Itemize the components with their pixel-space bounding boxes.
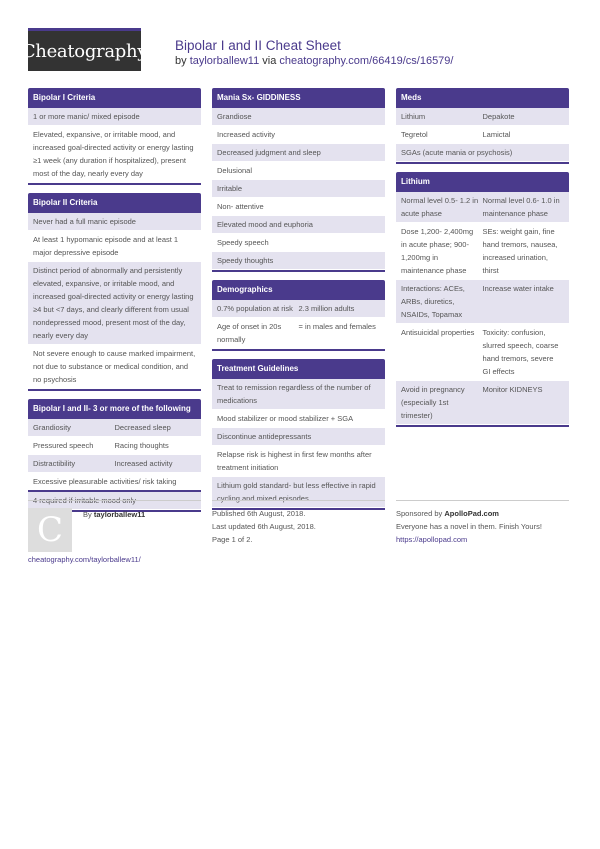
section-title: Bipolar I Criteria bbox=[28, 88, 201, 108]
list-item: Increased activity bbox=[212, 126, 385, 144]
list-item: Lithium gold standard- but less effective in rapid cycling and mixed episodes bbox=[212, 477, 385, 508]
sponsor-link[interactable]: https://apollopad.com bbox=[396, 535, 468, 544]
cell: Decreased sleep bbox=[114, 423, 171, 432]
list-item: Grandiose bbox=[212, 108, 385, 126]
cell: Normal level 0.6- 1.0 in maintenance phase bbox=[482, 196, 560, 218]
list-item: Relapse risk is highest in first few months after treatment initiation bbox=[212, 446, 385, 477]
list-item: Decreased judgment and sleep bbox=[212, 144, 385, 162]
section-bipolar-1-and-2-symptoms bbox=[28, 399, 201, 512]
table-row bbox=[396, 108, 569, 126]
cell: Racing thoughts bbox=[114, 441, 169, 450]
footer-meta bbox=[212, 500, 385, 546]
sheet-url-link[interactable]: cheatography.com/66419/cs/16579/ bbox=[279, 55, 454, 67]
cell: Distractibility bbox=[33, 459, 76, 468]
cell: Age of onset in 20s normally bbox=[217, 322, 282, 344]
list-item: 1 or more manic/ mixed episode bbox=[28, 108, 201, 126]
section-title: Bipolar I and II- 3 or more of the following bbox=[28, 399, 201, 419]
section-title: Bipolar II Criteria bbox=[28, 193, 201, 213]
author-byline bbox=[83, 510, 145, 519]
list-item: Elevated mood and euphoria bbox=[212, 216, 385, 234]
cell: Antisuicidal properties bbox=[401, 328, 475, 337]
list-item: Elevated, expansive, or irritable mood, and increased goal-directed activity or energy lasting ≥1 week (any duration if hospitalized), present most of the day, nearly every day bbox=[28, 126, 201, 183]
cell: Increased activity bbox=[114, 459, 173, 468]
cheatography-logo[interactable] bbox=[21, 28, 148, 71]
table-row bbox=[212, 318, 385, 349]
sponsor-tagline: Everyone has a novel in them. Finish Yours! bbox=[396, 522, 542, 531]
page-indicator: Page 1 of 2. bbox=[212, 535, 253, 544]
table-row bbox=[396, 223, 569, 280]
column-1 bbox=[28, 88, 201, 520]
table-row bbox=[396, 126, 569, 144]
cell: Tegretol bbox=[401, 130, 428, 139]
cell: Monitor KIDNEYS bbox=[482, 385, 543, 394]
note: 4 required if irritable mood only bbox=[28, 492, 201, 510]
list-item: Distinct period of abnormally and persistently elevated, expansive, or irritable mood, and increased goal-directed activity or energy lasting ≥4 but <7 days, and clearly different from usual nondepressed mood, present most of the day, nearly every day bbox=[28, 262, 201, 345]
list-item: Irritable bbox=[212, 180, 385, 198]
section-title: Meds bbox=[396, 88, 569, 108]
cell: Normal level 0.5- 1.2 in acute phase bbox=[401, 196, 479, 218]
list-item: Mood stabilizer or mood stabilizer + SGA bbox=[212, 410, 385, 428]
section-treatment-guidelines bbox=[212, 359, 385, 510]
table-row bbox=[396, 324, 569, 381]
table-row bbox=[396, 192, 569, 223]
cell: = in males and females bbox=[298, 322, 376, 331]
table-row bbox=[396, 280, 569, 324]
section-demographics bbox=[212, 280, 385, 351]
section-title: Mania Sx- GIDDINESS bbox=[212, 88, 385, 108]
cell: Lamictal bbox=[482, 130, 511, 139]
by-label: By bbox=[83, 510, 92, 519]
published-date: Published 6th August, 2018. bbox=[212, 509, 306, 518]
byline bbox=[175, 55, 453, 67]
section-lithium bbox=[396, 172, 569, 427]
list-item: Never had a full manic episode bbox=[28, 213, 201, 231]
cell: Depakote bbox=[482, 112, 515, 121]
author-profile-link[interactable]: cheatography.com/taylorballew11/ bbox=[28, 555, 141, 564]
avatar-letter: C bbox=[36, 510, 63, 550]
table-row bbox=[212, 300, 385, 318]
section-bipolar-2-criteria bbox=[28, 193, 201, 391]
table-row bbox=[396, 381, 569, 425]
list-item: Speedy thoughts bbox=[212, 252, 385, 270]
sponsor-line bbox=[396, 507, 569, 520]
section-title: Lithium bbox=[396, 172, 569, 192]
list-item: Treat to remission regardless of the number of medications bbox=[212, 379, 385, 410]
avatar[interactable] bbox=[28, 508, 72, 552]
table-row bbox=[28, 419, 201, 437]
list-item: SGAs (acute mania or psychosis) bbox=[396, 144, 569, 162]
section-meds bbox=[396, 88, 569, 164]
column-2 bbox=[212, 88, 385, 518]
list-item: Delusional bbox=[212, 162, 385, 180]
divider bbox=[28, 500, 201, 501]
cell: 2.3 million adults bbox=[298, 304, 355, 313]
cell: Pressured speech bbox=[33, 441, 94, 450]
cell: 0.7% population at risk bbox=[217, 304, 293, 313]
table-row bbox=[28, 455, 201, 473]
section-title: Demographics bbox=[212, 280, 385, 300]
cell: Increase water intake bbox=[482, 284, 554, 293]
column-3 bbox=[396, 88, 569, 435]
sponsored-label: Sponsored by bbox=[396, 509, 443, 518]
section-bipolar-1-criteria bbox=[28, 88, 201, 185]
table-row bbox=[28, 437, 201, 455]
sponsor-name[interactable]: ApolloPad.com bbox=[444, 509, 499, 518]
list-item: Speedy speech bbox=[212, 234, 385, 252]
list-item: Not severe enough to cause marked impairment, not due to substance or medical condition, and no psychosis bbox=[28, 345, 201, 389]
cell: Lithium bbox=[401, 112, 426, 121]
logo-text: Cheatography bbox=[21, 40, 148, 62]
via-text: via bbox=[262, 55, 277, 67]
cell: Interactions: ACEs, ARBs, diuretics, NSAIDs, Topamax bbox=[401, 284, 465, 319]
by-prefix: by bbox=[175, 55, 187, 67]
footer-sponsor bbox=[396, 500, 569, 546]
cell: SEs: weight gain, fine hand tremors, nausea, increased urination, thirst bbox=[482, 227, 558, 275]
page-title: Bipolar I and II Cheat Sheet bbox=[175, 38, 341, 53]
cell: Avoid in pregnancy (especially 1st trimester) bbox=[401, 385, 465, 420]
updated-date: Last updated 6th August, 2018. bbox=[212, 522, 316, 531]
list-item: Non- attentive bbox=[212, 198, 385, 216]
list-item: Discontinue antidepressants bbox=[212, 428, 385, 446]
cell: Grandiosity bbox=[33, 423, 71, 432]
author-name[interactable]: taylorballew11 bbox=[93, 510, 146, 519]
list-item: At least 1 hypomanic episode and at least 1 major depressive episode bbox=[28, 231, 201, 262]
author-link[interactable]: taylorballew11 bbox=[189, 55, 260, 67]
cell: Toxicity: confusion, slurred speech, coarse hand tremors, severe GI effects bbox=[482, 328, 559, 376]
cell: Dose 1,200- 2,400mg in acute phase; 900- 1,200mg in maintenance phase bbox=[401, 227, 474, 275]
section-title: Treatment Guidelines bbox=[212, 359, 385, 379]
list-item: Excessive pleasurable activities/ risk taking bbox=[28, 473, 201, 492]
section-mania-symptoms bbox=[212, 88, 385, 272]
